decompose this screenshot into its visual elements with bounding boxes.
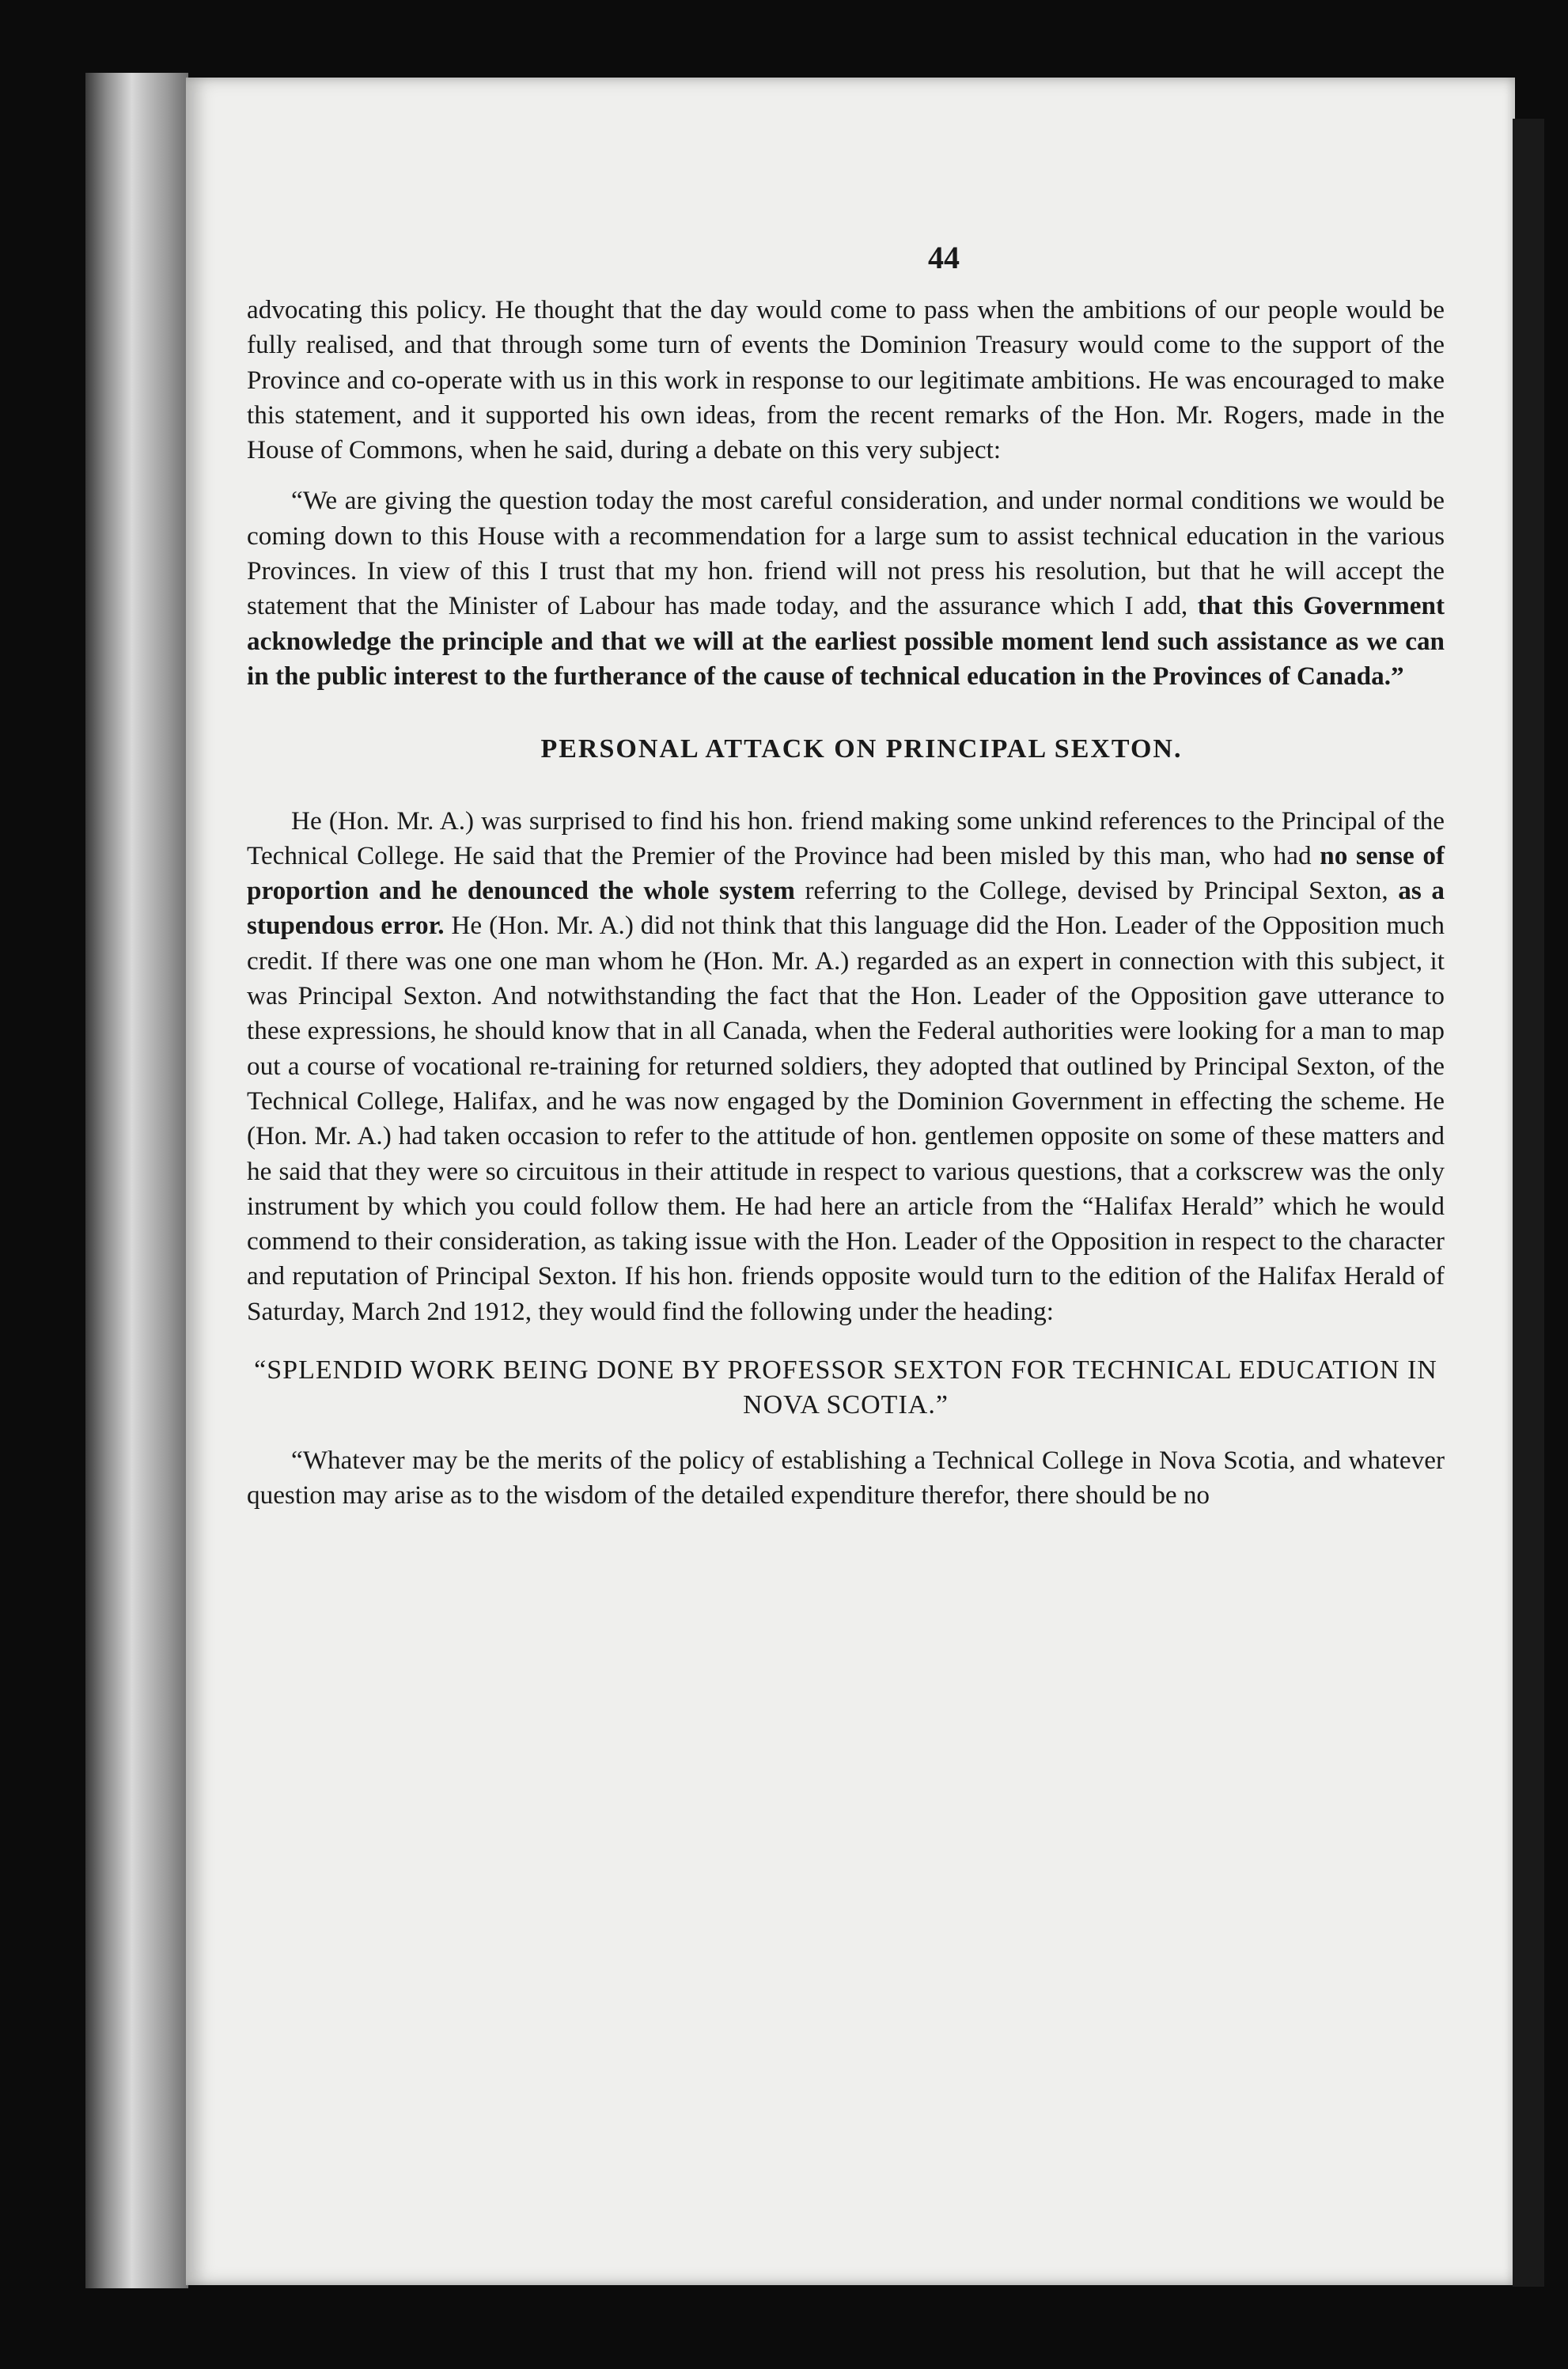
quotation-bold-text: that this Government acknowledge the principle and that we will at the earliest possible moment lend such assistance as we can in the public interest to the furtherance of the cause of technical education in the Provinces of Canada.” [247,591,1445,691]
quotation-text: “We are giving the question today the most careful consideration, and under normal conditions we would be coming down to this House with a recommendation for a large sum to assist technical education in the various Provinces. In view of this I trust that my hon. friend will not press his resolution, but that he will accept the statement that the Minister of Labour has made today, and the assurance which I add, [247,486,1445,621]
page-right-edge [1513,119,1544,2287]
bold-phrase: no sense of proportion and he denounced the whole system [247,840,1445,906]
book-spine [85,73,188,2288]
section-heading: PERSONAL ATTACK ON PRINCIPAL SEXTON. [540,734,1183,764]
paragraph-personal-attack [247,804,1445,1329]
paragraph-text: He (Hon. Mr. A.) was surprised to find his hon. friend making some unkind references to the Principal of the Technical College. He said that the Premier of the Province had been misled by this man, who had [247,805,1445,870]
bold-phrase: as a stupendous error. [247,876,1445,941]
quotation [247,483,1445,694]
page-body [247,293,1445,1514]
paragraph-text: He (Hon. Mr. A.) did not think that this language did the Hon. Leader of the Opposition much credit. If there was one one man whom he (Hon. Mr. A.) regarded as an expert in connection with this subject, it was Principal Sexton. And notwithstanding the fact that the Hon. Leader of the Opposition gave utterance to these expressions, he should know that in all Canada, when the Federal authorities were looking for a man to map out a course of vocational re-training for returned soldiers, they adopted that outlined by Principal Sexton, of the Technical College, Halifax, and he was now engaged by the Dominion Government in effecting the scheme. He (Hon. Mr. A.) had taken occasion to refer to the attitude of hon. gentlemen opposite on some of these matters and he said that they were so circuitous in their attitude in respect to various questions, that a corkscrew was the only instrument by which you could follow them. He had here an article from the “Halifax Herald” which he would commend to their consideration, as taking issue with the Hon. Leader of the Opposition in respect to the character and reputation of Principal Sexton. If his hon. friends opposite would turn to the edition of the Halifax Herald of Saturday, March 2nd 1912, they would find the following under the heading: [247,911,1445,1326]
paragraph-continuation: advocating this policy. He thought that the day would come to pass when the ambitions of our people would be fully realised, and that through some turn of events the Dominion Treasury would come to the support of the Province and co-operate with us in this work in response to our legitimate ambitions. He was encouraged to make this statement, and it supported his own ideas, from the recent remarks of the Hon. Mr. Rogers, made in the House of Commons, when he said, during a debate on this very subject: [247,295,1445,465]
page-number: 44 [928,240,960,275]
paragraph-text: referring to the College, devised by Principal Sexton, [805,876,1388,906]
article-title: “SPLENDID WORK BEING DONE BY PROFESSOR SEXTON FOR TECHNICAL EDUCATION IN NOVA SCOTIA.” [254,1355,1437,1420]
paragraph-quoted-article: “Whatever may be the merits of the policy of establishing a Technical College in Nova Scotia, and whatever question may arise as to the wisdom of the detailed expenditure therefor, there should be no [247,1446,1445,1510]
